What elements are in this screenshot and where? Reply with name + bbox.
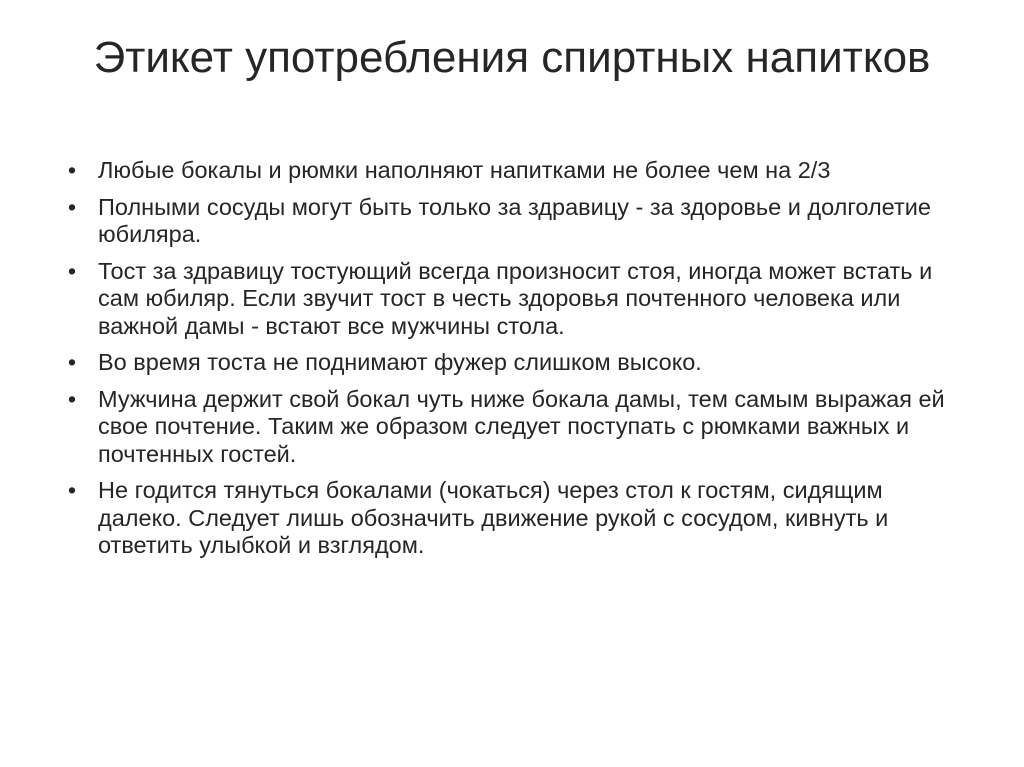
- bullet-text: Любые бокалы и рюмки наполняют напитками не более чем на 2/3: [98, 157, 831, 183]
- bullet-icon: •: [67, 193, 77, 220]
- list-item: [62, 349, 972, 377]
- slide-title: Этикет употребления спиртных напитков: [93, 33, 931, 82]
- bullet-icon: •: [67, 157, 77, 183]
- bullet-text: Полными сосуды могут быть только за здравицу - за здоровье и долголетие юбиляра.: [98, 193, 931, 247]
- bullet-icon: •: [67, 257, 77, 284]
- bullet-icon: •: [67, 385, 77, 412]
- bullet-text: Во время тоста не поднимают фужер слишком высоко.: [98, 349, 702, 375]
- bullet-text: Не годится тянуться бокалами (чокаться) через стол к гостям, сидящим далеко. Следует лишь обозначить движение рукой с сосудом, кивнуть и ответить улыбкой и взглядом.: [98, 477, 889, 558]
- list-item: [62, 386, 972, 469]
- bullet-icon: •: [67, 477, 77, 503]
- list-item: [62, 157, 972, 185]
- bullet-list: [62, 157, 972, 569]
- bullet-icon: •: [67, 349, 77, 375]
- list-item: [62, 477, 972, 560]
- list-item: [62, 194, 972, 249]
- bullet-text: Мужчина держит свой бокал чуть ниже бокала дамы, тем самым выражая ей свое почтение. Таким же образом следует поступать с рюмками важных и почтенных гостей.: [98, 385, 945, 467]
- list-item: [62, 258, 972, 341]
- bullet-text: Тост за здравицу тостующий всегда произносит стоя, иногда может встать и сам юбиляр. Если звучит тост в честь здоровья почтенного человека или важной дамы - встают все мужчины стола.: [98, 257, 933, 339]
